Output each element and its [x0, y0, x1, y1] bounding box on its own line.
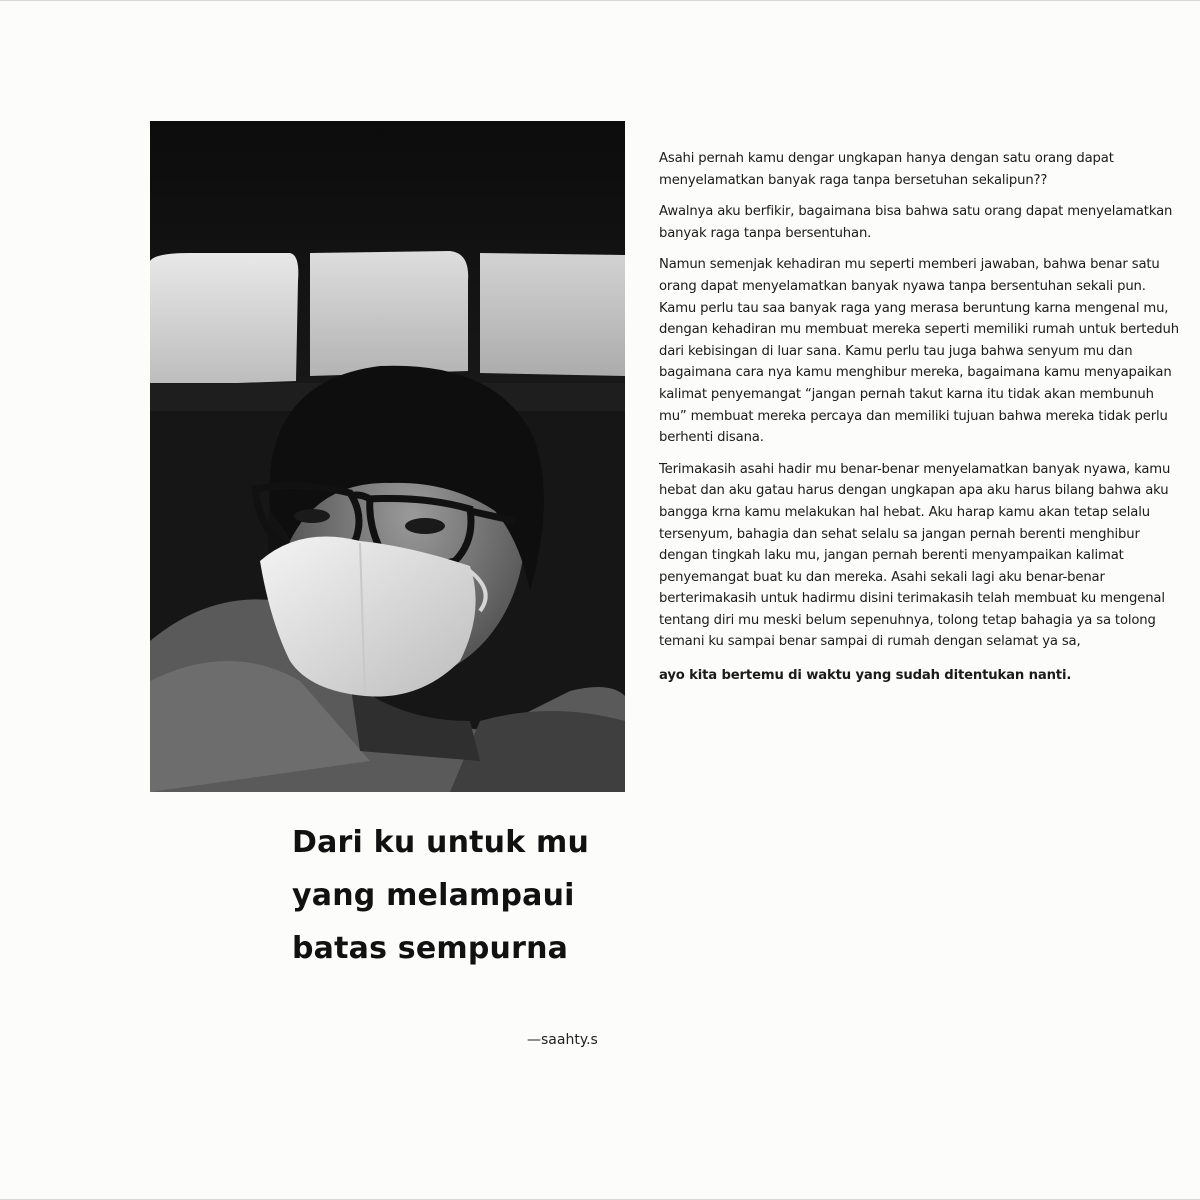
letter-paragraph: Awalnya aku berfikir, bagaimana bisa bahwa satu orang dapat menyelamatkan banyak raga tanpa bersentuhan. [659, 204, 1173, 241]
page-title [292, 816, 632, 975]
letter-paragraph: Asahi pernah kamu dengar ungkapan hanya dengan satu orang dapat menyelamatkan banyak raga tanpa bersetuhan sekalipun?? [659, 151, 1114, 188]
letter-paragraph: Terimakasih asahi hadir mu benar-benar menyelamatkan banyak nyawa, kamu hebat dan aku gatau harus dengan ungkapan apa aku harus bilang bahwa aku bangga krna kamu melakukan hal hebat. Aku harap kamu akan tetap selalu tersenyum, bahagia dan sehat selalu sa jangan pernah berenti menghibur dengan tingkah laku mu, jangan pernah berenti menyampaikan kalimat penyemangat buat ku dan mereka. Asahi sekali lagi aku benar-benar berterimakasih untuk hadirmu disini terimakasih telah membuat ku mengenal tentang diri mu meski belum sepenuhnya, tolong tetap bahagia ya sa tolong temani ku sampai benar sampai di rumah dengan selamat ya sa, [659, 461, 1171, 650]
title-line: Dari ku untuk mu [292, 825, 590, 860]
letter-closing: ayo kita bertemu di waktu yang sudah ditentukan nanti. [659, 668, 1072, 684]
author-signature: —saahty.s [527, 1032, 598, 1048]
title-line: batas sempurna [292, 931, 569, 966]
portrait-photo-icon [150, 121, 625, 792]
letter-body [659, 148, 1179, 697]
portrait-photo [150, 121, 625, 792]
letter-paragraph: Namun semenjak kehadiran mu seperti memberi jawaban, bahwa benar satu orang dapat menyelamatkan banyak nyawa tanpa bersentuhan sekali pun. Kamu perlu tau saa banyak raga yang merasa beruntung karna mengenal mu, dengan kehadiran mu membuat mereka seperti memiliki rumah untuk berteduh dari kebisingan di luar sana. Kamu perlu tau juga bahwa senyum mu dan bagaimana cara nya kamu menghibur mereka, bagaimana kamu menyapaikan kalimat penyemangat “jangan pernah takut karna itu tidak akan membunuh mu” membuat mereka percaya dan memiliki tujuan bahwa mereka tidak perlu berhenti disana. [659, 257, 1179, 446]
title-line: yang melampaui [292, 878, 575, 913]
